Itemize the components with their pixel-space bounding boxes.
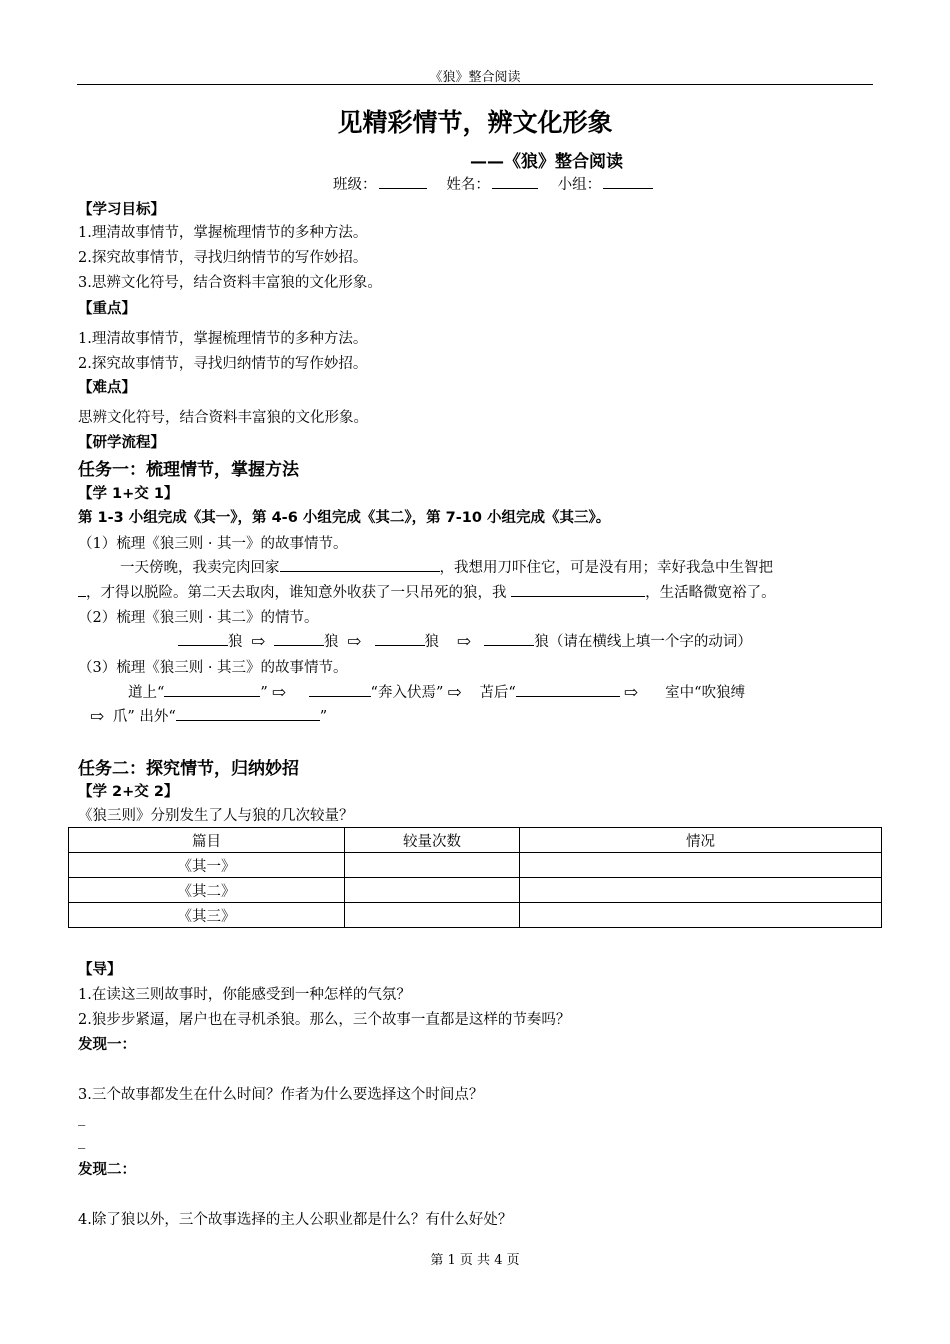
group-label: 小组： bbox=[557, 177, 602, 193]
q3-blank-3[interactable] bbox=[516, 681, 620, 697]
q1-blank-2[interactable] bbox=[78, 581, 86, 597]
right-arrow-icon: ⇨ bbox=[447, 683, 462, 703]
q3-text-c: 苫后“ bbox=[479, 685, 516, 701]
running-header: 《狼》整合阅读 bbox=[429, 70, 521, 85]
table-cell: 《其三》 bbox=[69, 903, 345, 928]
q3-blank-4[interactable] bbox=[176, 705, 320, 721]
key-point-item: 2.探究故事情节，寻找归纳情节的写作妙招。 bbox=[78, 356, 368, 372]
guide-q2: 2.狼步步紧逼，屠户也在寻机杀狼。那么，三个故事一直都是这样的节奏吗？ bbox=[78, 1012, 571, 1028]
group-blank[interactable] bbox=[603, 174, 653, 189]
table-header: 篇目 bbox=[69, 828, 345, 853]
table-header: 情况 bbox=[520, 828, 882, 853]
page-number: 第 1 页 共 4 页 bbox=[430, 1253, 520, 1268]
table-row bbox=[69, 878, 882, 903]
page-subtitle: ——《狼》整合阅读 bbox=[470, 152, 623, 172]
difficulty-heading: 【难点】 bbox=[78, 380, 136, 396]
q1-text-d: ，生活略微宽裕了。 bbox=[645, 585, 776, 601]
table-cell[interactable] bbox=[520, 853, 882, 878]
q3-text-e: 爪” 出外“ bbox=[112, 709, 176, 725]
q1-text-c: ，才得以脱险。第二天去取肉，谁知意外收获了一只吊死的狼，我 bbox=[86, 585, 507, 601]
q1-text-a: 一天傍晚，我卖完肉回家 bbox=[120, 560, 280, 576]
task1-q2-chain bbox=[178, 630, 752, 651]
task2-question: 《狼三则》分别发生了人与狼的几次较量？ bbox=[78, 808, 354, 824]
key-points-heading: 【重点】 bbox=[78, 301, 136, 317]
key-point-item: 1.理清故事情节，掌握梳理情节的多种方法。 bbox=[78, 331, 368, 347]
task1-q1-line1 bbox=[120, 556, 773, 577]
class-label: 班级： bbox=[333, 177, 377, 193]
objective-item: 1.理清故事情节，掌握梳理情节的多种方法。 bbox=[78, 225, 368, 241]
q3-text-b: “奔入伏焉” bbox=[370, 685, 444, 701]
wolf-label: 狼 bbox=[228, 634, 243, 650]
table-cell: 《其二》 bbox=[69, 878, 345, 903]
table-cell: 《其一》 bbox=[69, 853, 345, 878]
header-rule bbox=[77, 84, 873, 85]
q3-blank-1[interactable] bbox=[164, 681, 260, 697]
task1-q1: （1）梳理《狼三则 · 其一》的故事情节。 bbox=[78, 536, 348, 552]
task1-q3-line2 bbox=[86, 705, 327, 726]
guide-q1: 1.在读这三则故事时，你能感受到一种怎样的气氛？ bbox=[78, 987, 411, 1003]
objectives-heading: 【学习目标】 bbox=[78, 202, 165, 218]
task1-title: 任务一：梳理情节，掌握方法 bbox=[78, 460, 299, 480]
task1-assignment: 第 1-3 小组完成《其一》，第 4-6 小组完成《其二》，第 7-10 小组完成《其三》。 bbox=[78, 510, 611, 526]
contest-table bbox=[68, 827, 882, 928]
wolf-label: 狼 bbox=[323, 634, 339, 650]
q3-quote-end: ” bbox=[319, 709, 328, 725]
name-blank[interactable] bbox=[492, 174, 538, 189]
task1-q1-line2 bbox=[78, 581, 776, 602]
name-label: 姓名： bbox=[446, 177, 490, 193]
table-header-row bbox=[69, 828, 882, 853]
q2-blank-1[interactable] bbox=[178, 630, 228, 646]
q2-blank-3[interactable] bbox=[375, 630, 425, 646]
wolf-label: 狼 bbox=[424, 634, 440, 650]
q2-blank-4[interactable] bbox=[484, 630, 534, 646]
right-arrow-icon: ⇨ bbox=[271, 683, 287, 703]
q1-text-b: ，我想用刀吓住它，可是没有用；幸好我急中生智把 bbox=[439, 560, 773, 576]
guide-heading: 【导】 bbox=[78, 962, 122, 978]
q3-text-d: 室中“吹狼缚 bbox=[665, 685, 746, 701]
table-cell[interactable] bbox=[520, 878, 882, 903]
table-cell[interactable] bbox=[345, 903, 520, 928]
page-title: 见精彩情节，辨文化形象 bbox=[337, 108, 613, 137]
finding-one-label: 发现一： bbox=[78, 1037, 136, 1053]
q2-blank-2[interactable] bbox=[274, 630, 324, 646]
table-row bbox=[69, 903, 882, 928]
finding-two-label: 发现二： bbox=[78, 1162, 136, 1178]
objective-item: 3.思辨文化符号，结合资料丰富狼的文化形象。 bbox=[78, 275, 382, 291]
table-row bbox=[69, 853, 882, 878]
answer-dash[interactable]: _ bbox=[78, 1133, 86, 1149]
task1-q2: （2）梳理《狼三则 · 其二》的情节。 bbox=[78, 610, 319, 626]
right-arrow-icon: ⇨ bbox=[251, 632, 266, 652]
q3-quote-close: ” bbox=[260, 685, 268, 701]
right-arrow-icon: ⇨ bbox=[90, 707, 105, 727]
task1-q3: （3）梳理《狼三则 · 其三》的故事情节。 bbox=[78, 660, 348, 676]
q3-text-a: 道上“ bbox=[128, 685, 165, 701]
table-cell[interactable] bbox=[345, 878, 520, 903]
task2-title: 任务二：探究情节，归纳妙招 bbox=[78, 759, 299, 779]
q1-blank-1[interactable] bbox=[280, 556, 440, 572]
table-header: 较量次数 bbox=[345, 828, 520, 853]
table-cell[interactable] bbox=[520, 903, 882, 928]
objective-item: 2.探究故事情节，寻找归纳情节的写作妙招。 bbox=[78, 250, 368, 266]
right-arrow-icon: ⇨ bbox=[456, 632, 472, 652]
guide-q4: 4.除了狼以外，三个故事选择的主人公职业都是什么？有什么好处？ bbox=[78, 1212, 513, 1228]
right-arrow-icon: ⇨ bbox=[347, 632, 362, 652]
task1-q3-line1 bbox=[128, 681, 745, 702]
difficulty-text: 思辨文化符号，结合资料丰富狼的文化形象。 bbox=[78, 410, 368, 426]
table-cell[interactable] bbox=[345, 853, 520, 878]
task2-study: 【学 2+交 2】 bbox=[78, 784, 179, 800]
task1-study: 【学 1+交 1】 bbox=[78, 486, 179, 502]
guide-q3: 3.三个故事都发生在什么时间？作者为什么要选择这个时间点？ bbox=[78, 1087, 484, 1103]
process-heading: 【研学流程】 bbox=[78, 435, 165, 451]
class-blank[interactable] bbox=[379, 174, 427, 189]
q3-blank-2[interactable] bbox=[309, 681, 371, 697]
q1-blank-3[interactable] bbox=[511, 581, 645, 597]
right-arrow-icon: ⇨ bbox=[623, 683, 639, 703]
student-info-fields bbox=[333, 173, 659, 194]
q2-note: 狼（请在横线上填一个字的动词） bbox=[534, 634, 752, 650]
answer-dash[interactable]: _ bbox=[78, 1110, 86, 1126]
